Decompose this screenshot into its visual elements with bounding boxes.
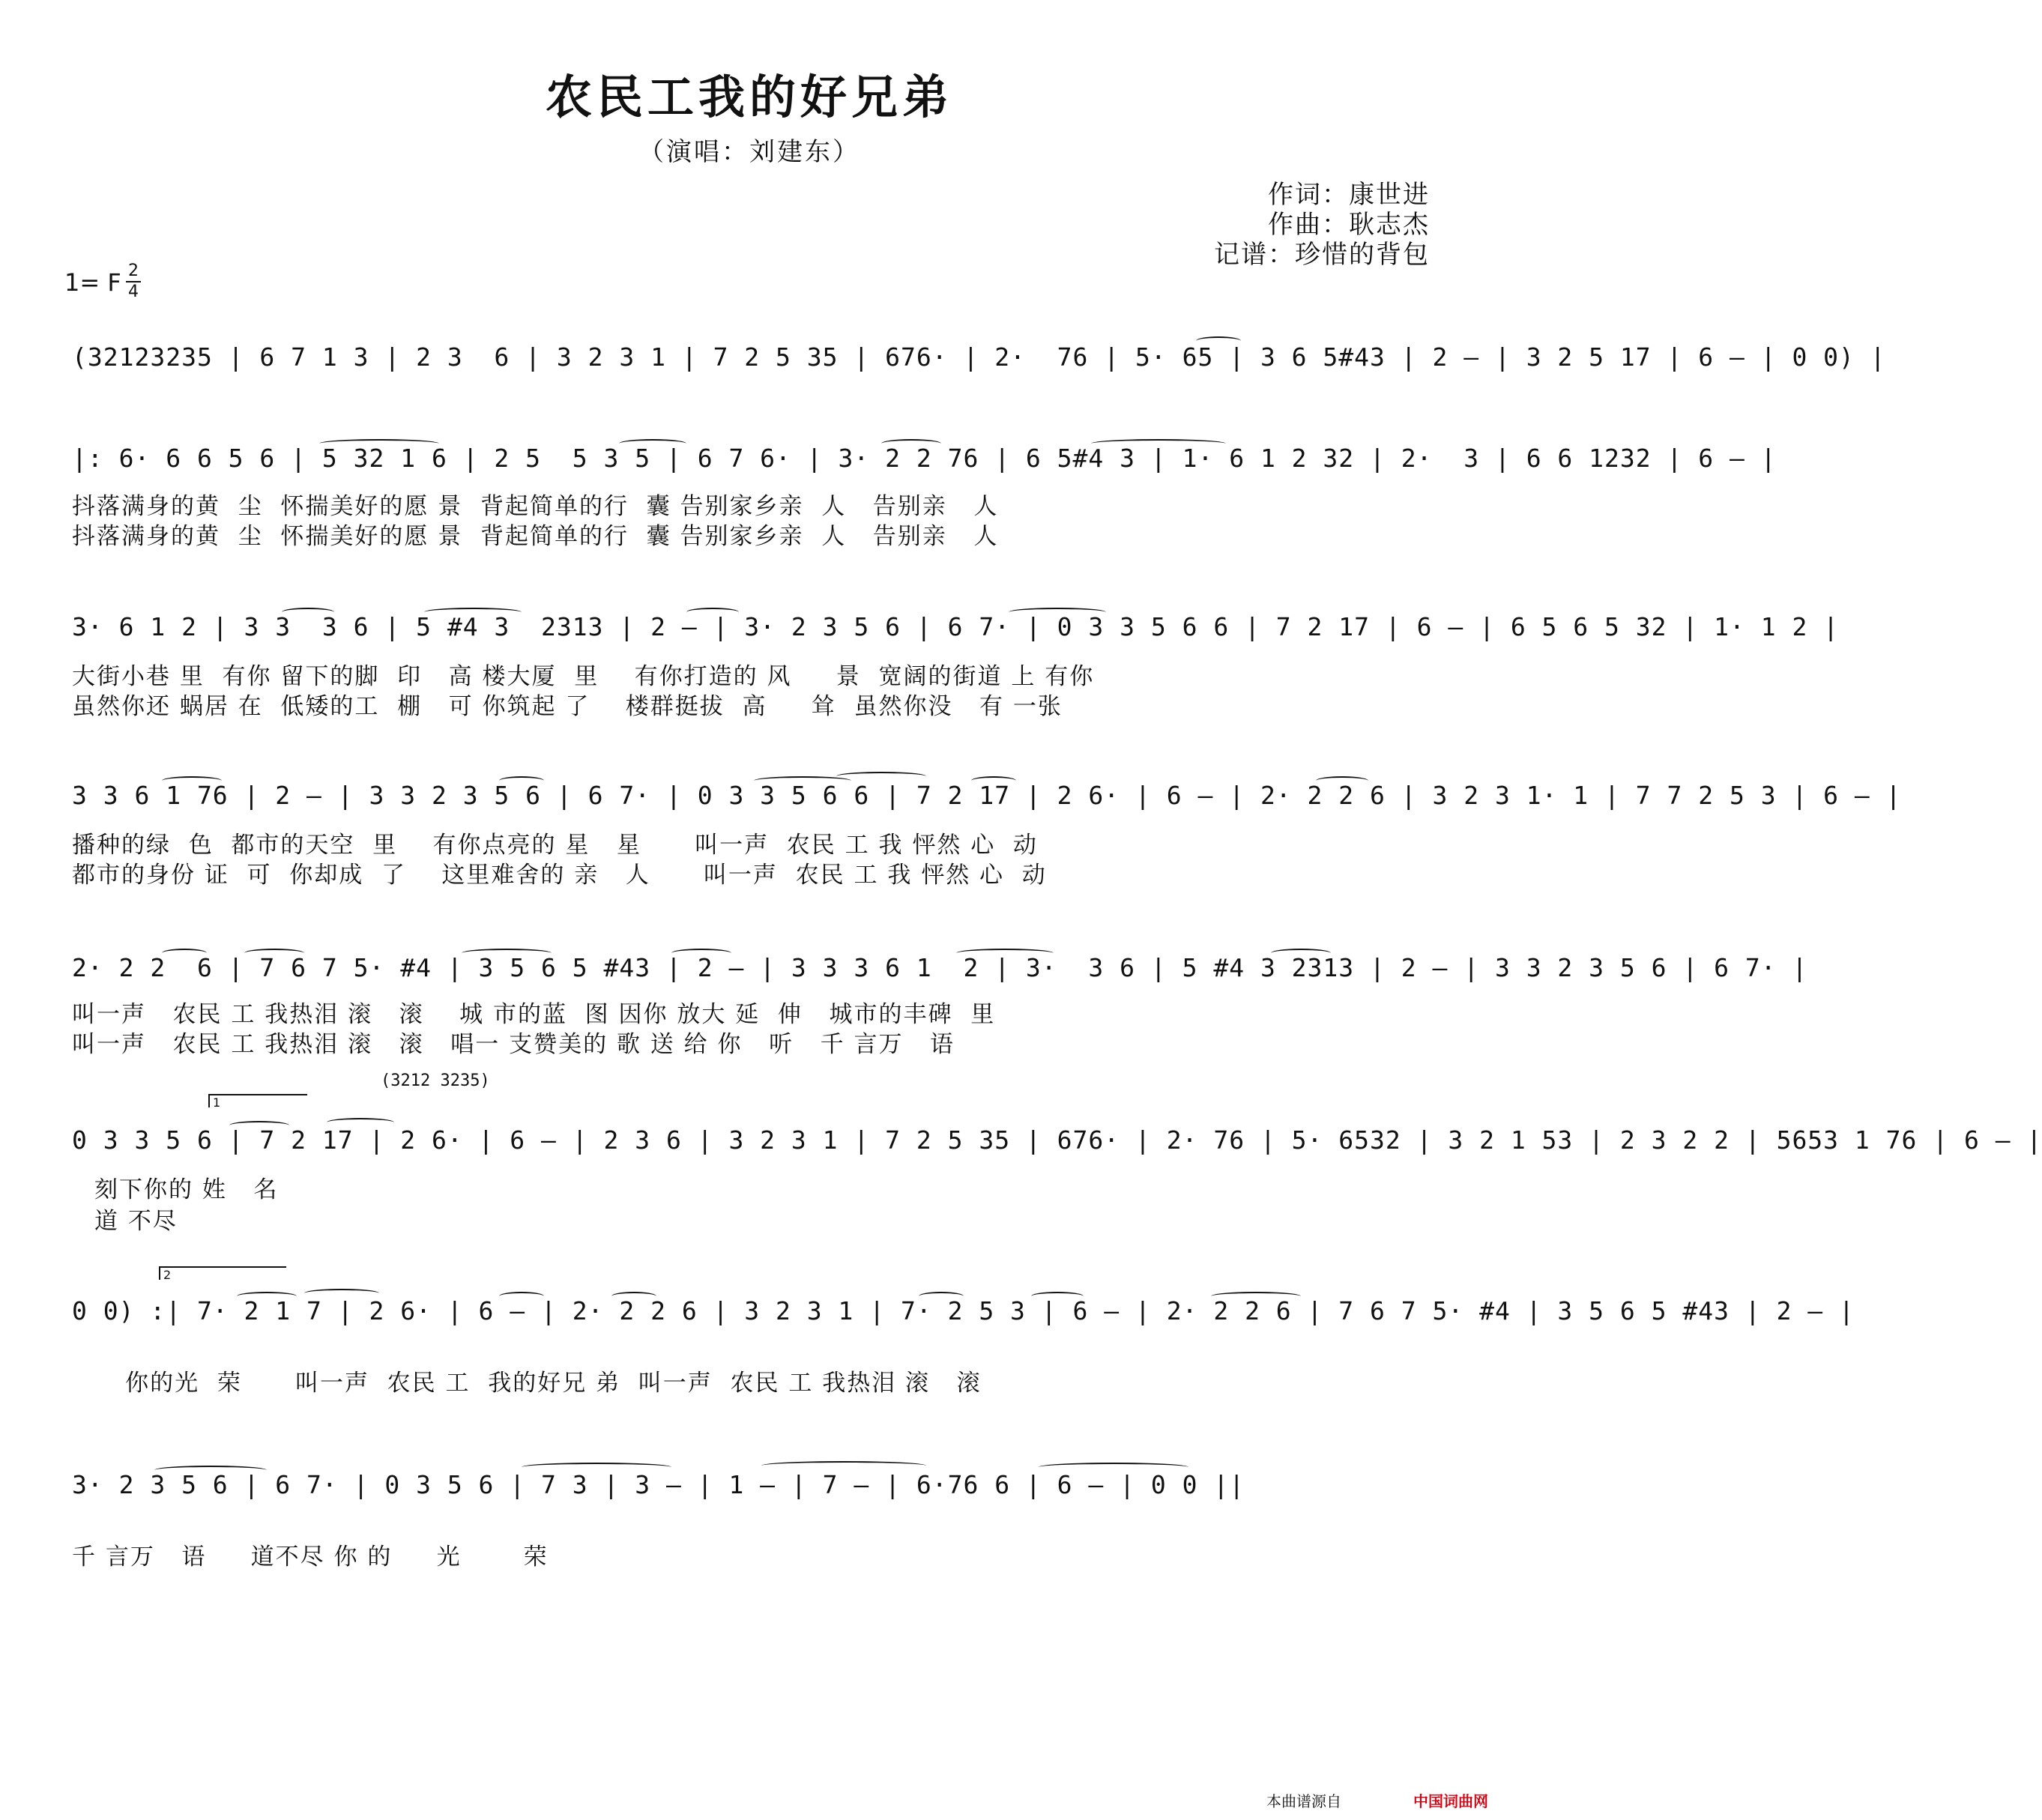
source-label: 本曲谱源自 [1266,1792,1341,1810]
notation-line: 0 3 3 5 6 | 7 2 17 | 2 6· | 6 – | 2 3 6 | 3 2 3 1 | 7 2 5 35 | 676· | 2· 76 | 5· 6532 | 3 2 1 53 | 2 3 2 2 | 5653 1 76 | 6 – | [72,1125,2042,1155]
lyricist-credit: 作词：康世进 [1268,180,1430,210]
staff-system-7 [72,1295,1855,1400]
volta-bracket-1 [208,1094,307,1110]
lyric-verse-2: 都市的身份 证 可 你却成 了 这里难舍的 亲 人 叫一声 农民 工 我 怦然 心 动 [72,862,1047,889]
notation-line: (32123235 | 6 7 1 3 | 2 3 6 | 3 2 3 1 | 7 2 5 35 | 676· | 2· 76 | 5· 65 | 3 6 5#43 | 2 – | 3 2 5 17 | 6 – | 0 0) | [72,342,1886,372]
staff-system-5 [72,952,1808,1058]
lyric-verse-1: 千 言万 语 道不尽 你 的 光 荣 [72,1544,549,1570]
lyric-verse-1: 抖落满身的黄 尘 怀揣美好的愿 景 背起简单的行 囊 告别家乡亲 人 告别亲 人 [72,493,999,520]
notation-line: 3· 6 1 2 | 3 3 3 6 | 5 #4 3 2313 | 2 – | 3· 2 3 5 6 | 6 7· | 0 3 3 5 6 6 | 7 2 17 | 6 – | 6 5 6 5 32 | 1· 1 2 | [72,612,1840,641]
time-signature-top: 2 [128,261,139,280]
lyric-verse-1: 叫一声 农民 工 我热泪 滚 滚 城 市的蓝 图 因你 放大 延 伸 城市的丰碑 里 [72,1001,996,1028]
notation-line: |: 6· 6 6 5 6 | 5 32 1 6 | 2 5 5 3 5 | 6 7 6· | 3· 2 2 76 | 6 5#4 3 | 1· 6 1 2 32 | 2· 3 | 6 6 1232 | 6 – | [72,444,1777,473]
staff-system-8 [72,1469,1427,1573]
time-signature [126,262,141,301]
lyric-verse-2: 道 不尽 [94,1208,178,1235]
volta-bracket-2 [159,1266,286,1280]
site-watermark[interactable]: 中国词曲网 [1413,1792,1488,1810]
staff-system-4 [72,779,1902,889]
transcriber-credit: 记谱：珍惜的背包 [1214,240,1430,270]
notation-line: 0 0) :| 7· 2 1 7 | 2 6· | 6 – | 2· 2 2 6 | 3 2 3 1 | 7· 2 5 3 | 6 – | 2· 2 2 6 | 7 6 7 5· #4 | 3 5 6 5 #43 | 2 – | [72,1296,1855,1325]
lyric-verse-2: 叫一声 农民 工 我热泪 滚 滚 唱一 支赞美的 歌 送 给 你 听 千 言万 语 [72,1031,955,1058]
lyric-verse-1: 播种的绿 色 都市的天空 里 有你点亮的 星 星 叫一声 农民 工 我 怦然 心 动 [72,832,1038,859]
performer-line: （演唱：刘建东） [638,137,860,167]
lyric-verse-1: 刻下你的 姓 名 [94,1176,279,1203]
composer-credit: 作曲：耿志杰 [1268,210,1430,240]
lyric-verse-2: 抖落满身的黄 尘 怀揣美好的愿 景 背起简单的行 囊 告别家乡亲 人 告别亲 人 [72,523,999,550]
time-signature-bottom: 4 [128,282,139,301]
staff-system-2 [72,442,1777,550]
staff-system-1 [72,341,1886,393]
volta-number: 2 [163,1268,172,1282]
lyric-verse-1: 大街小巷 里 有你 留下的脚 印 高 楼大厦 里 有你打造的 风 景 宽阔的街道 上 有你 [72,663,1095,690]
lyric-verse-2: 虽然你还 蜗居 在 低矮的工 棚 可 你筑起 了 楼群挺拔 高 耸 虽然你没 有 一张 [72,693,1063,720]
notation-line: 2· 2 2 6 | 7 6 7 5· #4 | 3 5 6 5 #43 | 2 – | 3 3 3 6 1 2 | 3· 3 6 | 5 #4 3 2313 | 2 – | 3 3 2 3 5 6 | 6 7· | [72,953,1808,982]
bracket-note: (3212 3235) [381,1071,490,1090]
staff-system-3 [72,611,1840,720]
staff-system-6 [72,1124,2042,1235]
notation-line: 3· 2 3 5 6 | 6 7· | 0 3 5 6 | 7 3 | 3 – | 1 – | 7 – | 6·76 6 | 6 – | 0 0 || [72,1470,1245,1499]
notation-line: 3 3 6 1 76 | 2 – | 3 3 2 3 5 6 | 6 7· | 0 3 3 5 6 6 | 7 2 17 | 2 6· | 6 – | 2· 2 2 6 | 3 2 3 1· 1 | 7 7 2 5 3 | 6 – | [72,781,1902,810]
song-title: 农民工我的好兄弟 [545,70,953,124]
key-signature: 1= F [64,268,121,297]
lyric-verse-1: 你的光 荣 叫一声 农民 工 我的好兄 弟 叫一声 农民 工 我热泪 滚 滚 [72,1370,982,1397]
volta-number: 1 [213,1095,221,1110]
